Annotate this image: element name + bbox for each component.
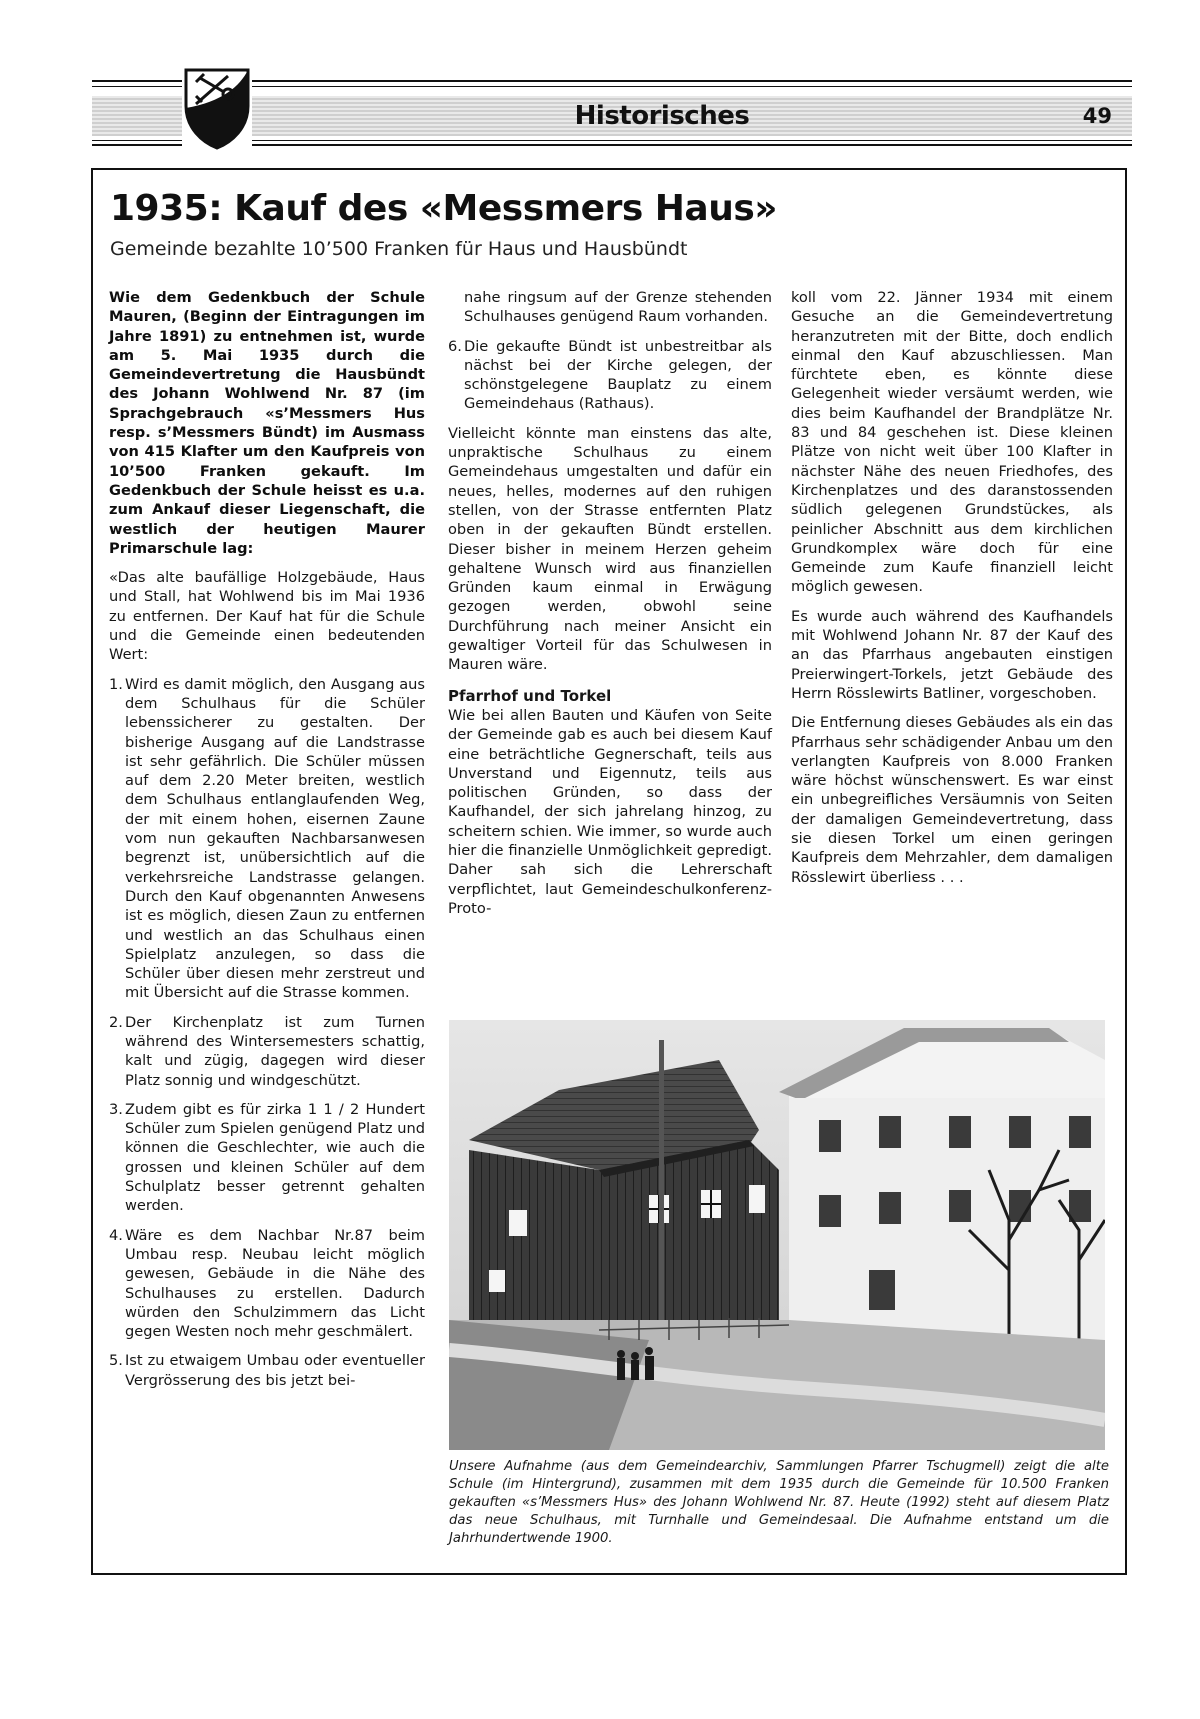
section-title: Historisches: [574, 101, 750, 131]
article-title: 1935: Kauf des «Messmers Haus»: [110, 188, 778, 229]
numbered-list: [109, 675, 425, 1390]
paragraph: Wie bei allen Bauten und Käufen von Seite der Gemeinde gab es auch bei diesem Kauf eine beträchtliche Gegnerschaft, teils aus Unverstand und Eigennutz, teils aus politischen Gründen, so dass der Kaufhandel, der sich jahrelang hinzog, zu scheitern schien. Wie immer, so wurde auch hier die finanzielle Unmöglichkeit gepredigt. Daher sah sich die Lehrerschaft verpflichtet, laut Gemeindeschulkonferenz-Proto-: [448, 706, 772, 917]
text-column-1: [109, 288, 425, 1400]
list-item: 3. Zudem gibt es für zirka 1 1 / 2 Hundert Schüler zum Spielen genügend Platz und können die Geschlechter, wie auch die grossen und kleinen Schüler auf dem Schulplatz besser getrennt gehalten werden.: [109, 1100, 425, 1215]
page-number: 49: [1082, 104, 1112, 128]
text-column-3: [791, 288, 1113, 897]
text-column-2: [448, 288, 772, 928]
quote-intro: «Das alte baufällige Holzgebäude, Haus und Stall, hat Wohlwend bis im Mai 1936 zu entfernen. Der Kauf hat für die Schule und die Gemeinde einen bedeutenden Wert:: [109, 569, 425, 664]
photo-caption: Unsere Aufnahme (aus dem Gemeindearchiv, Sammlungen Pfarrer Tschugmell) zeigt die alte Schule (im Hintergrund), zusammen mit dem 1935 durch die Gemeinde für 10.500 Franken gekauften «s’Messmers Hus» des Johann Wohlwend Nr. 87. Heute (1992) steht auf diesem Platz das neue Schulhaus, mit Turnhalle und Gemeindesaal. Die Aufnahme entstand um die Jahrhundertwende 1900.: [449, 1459, 1109, 1546]
coat-of-arms-icon: [182, 66, 252, 150]
paragraph: Vielleicht könnte man einstens das alte, unpraktische Schulhaus zu einem Gemeindehaus umgestalten und dafür ein neues, helles, modernes auf den ruhigen stellen, von der Strasse entfernten Platz oben in der gekauften Bündt erstellen. Dieser bisher in meinem Herzen geheim gehaltene Wunsch wird aus finanziellen Gründen kaum einmal in Erwägung gezogen werden, obwohl seine Durchführung nach meiner Ansicht ein gewaltiger Vorteil für das Schulwesen in Mauren wäre.: [448, 424, 772, 674]
subheading: Pfarrhof und Torkel: [448, 686, 612, 705]
historic-photo: [449, 1020, 1105, 1450]
paragraph: Es wurde auch während des Kaufhandels mit Wohlwend Johann Nr. 87 der Kauf des an das Pfarrhaus angebauten einstigen Preierwingert-Torkels, jetzt Gebäude des Herrn Rösslewirts Batliner, vorgeschoben.: [791, 607, 1113, 702]
paragraph: Die Entfernung dieses Gebäudes als ein das Pfarrhaus sehr schädigender Anbau um den verlangten Kaufpreis von 8.000 Franken wäre höchst wünschenswert. Es war einst ein unbegreifliches Versäumnis von Seiten der damaligen Gemeindevertretung, dass sie diesen Torkel um einen geringen Kaufpreis dem Mehrzahler, dem damaligen Rösslewirt überliess . . .: [791, 714, 1113, 886]
article-subtitle: Gemeinde bezahlte 10’500 Franken für Haus und Hausbündt: [110, 238, 688, 260]
lead-paragraph: Wie dem Gedenkbuch der Schule Mauren, (Beginn der Eintragungen im Jahre 1891) zu entnehmen ist, wurde am 5. Mai 1935 durch die Gemeindevertretung die Hausbündt des Johann Wohlwend Nr. 87 (im Sprachgebrauch «s’Messmers Hus resp. s’Messmers Bündt) im Ausmass von 415 Klafter um den Kaufpreis von 10’500 Franken gekauft. Im Gedenkbuch der Schule heisst es u.a. zum Ankauf dieser Liegenschaft, die westlich der heutigen Maurer Primarschule lag:: [109, 289, 425, 557]
list-item: 5. Ist zu etwaigem Umbau oder eventueller Vergrösserung des bis jetzt bei-: [109, 1352, 425, 1389]
list-item: 6. Die gekaufte Bündt ist unbestreitbar als nächst bei der Kirche gelegen, der schönstgelegene Bauplatz zu einem Gemeindehaus (Rathaus).: [448, 337, 772, 413]
numbered-list: [448, 337, 772, 414]
page-header: [92, 80, 1132, 146]
paragraph: koll vom 22. Jänner 1934 mit einem Gesuche an die Gemeindevertretung heranzutreten mit der Bitte, doch endlich einmal den Kauf abzuschliessen. Man fürchtete eben, es könnte diese Gelegenheit wieder versäumt werden, wie dies beim Kaufhandel der Brandplätze Nr. 83 und 84 geschehen ist. Diese kleinen Plätze von nicht weit über 100 Klafter in nächster Nähe des neuen Friedhofes, des Kirchenplatzes und des daranstossenden südlich gelegenen Grundstückes, als peinlicher Abschnitt aus dem kirchlichen Grundkomplex wäre doch für eine Gemeinde zum Kaufe finanziell leicht möglich gewesen.: [791, 289, 1113, 596]
list-item: 1. Wird es damit möglich, den Ausgang aus dem Schulhaus für die Schüler lebenssicherer zu gestalten. Der bisherige Ausgang auf die Landstrasse ist sehr gefährlich. Die Schüler müssen auf dem 2.20 Meter breiten, westlich dem Schulhaus entlanglaufenden Weg, der mit einem hohen, eisernen Zaune vom nun gekauften Nachbarsanwesen begrenzt ist, unübersichtlich auf die verkehrsreiche Landstrasse gelangen. Durch den Kauf obgenannten Anwesens ist es möglich, diesen Zaun zu entfernen und westlich an das Schulhaus einen Spielplatz anzulegen, so dass die Schüler über diesen mehr zerstreut und mit Übersicht auf die Strasse kommen.: [109, 675, 425, 1002]
list-item: 4. Wäre es dem Nachbar Nr.87 beim Umbau resp. Neubau leicht möglich gewesen, Gebäude in die Nähe des Schulhauses zu erstellen. Dadurch würden den Schulzimmern das Licht gegen Westen noch mehr geschmälert.: [109, 1226, 425, 1341]
list-item: 2. Der Kirchenplatz ist zum Turnen während des Wintersemesters schattig, kalt und zügig, dagegen wird dieser Platz sonnig und windgeschützt.: [109, 1013, 425, 1089]
list-continuation: nahe ringsum auf der Grenze stehenden Schulhauses genügend Raum vorhanden.: [464, 289, 772, 326]
